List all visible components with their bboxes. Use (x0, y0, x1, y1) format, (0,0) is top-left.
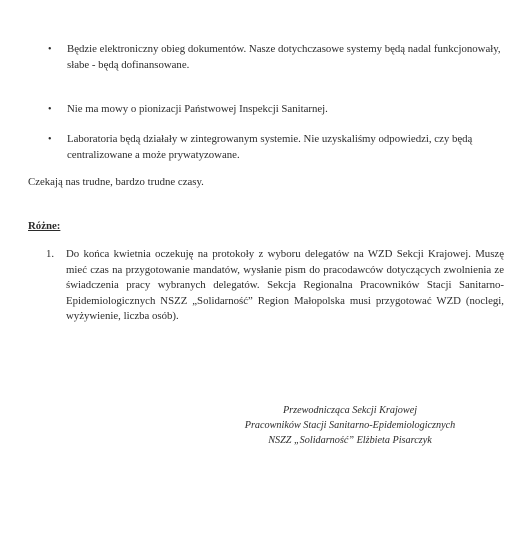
closing-sentence: Czekają nas trudne, bardzo trudne czasy. (28, 176, 204, 188)
bullet-text: Nie ma mowy o pionizacji Państwowej Inspekcji Sanitarnej. (67, 103, 328, 115)
signature-block (220, 403, 480, 448)
signature-title: Przewodnicząca Sekcji Krajowej (282, 405, 418, 416)
bullet-marker: • (48, 104, 52, 115)
bullet-marker: • (48, 44, 52, 55)
bullet-item (48, 102, 503, 118)
bullet-marker: • (48, 134, 52, 145)
section-heading: Różne: (28, 220, 61, 232)
signature-organization: Pracowników Stacji Sanitarno-Epidemiologicznych (244, 420, 456, 431)
bullet-item (48, 132, 503, 163)
signature-name: NSZZ „Solidarność” Elżbieta Pisarczyk (268, 435, 432, 446)
list-number: 1. (46, 248, 55, 260)
numbered-list-item (46, 247, 504, 325)
list-item-text: Do końca kwietnia oczekuję na protokoły z wyboru delegatów na WZD Sekcji Krajowej. Muszę mieć czas na przygotowanie mandatów, wysłanie pism do pracodawców dotyczących zwolnienia ze świadczenia pracy wybranych delegatów. Sekcja Regionalna Pracowników Stacji Sanitarno-Epidemiologicznych NSZZ „Solidarność” Region Małopolska musi przygotować WZD (noclegi, wyżywienie, liczba osób). (66, 248, 504, 322)
bullet-text: Laboratoria będą działały w zintegrowanym systemie. Nie uzyskaliśmy odpowiedzi, czy będą centralizowane a może prywatyzowane. (67, 133, 473, 161)
bullet-text: Będzie elektroniczny obieg dokumentów. Nasze dotychczasowe systemy będą nadal funkcjonowały, słabe - będą dofinansowane. (67, 43, 501, 71)
bullet-item (48, 42, 503, 73)
